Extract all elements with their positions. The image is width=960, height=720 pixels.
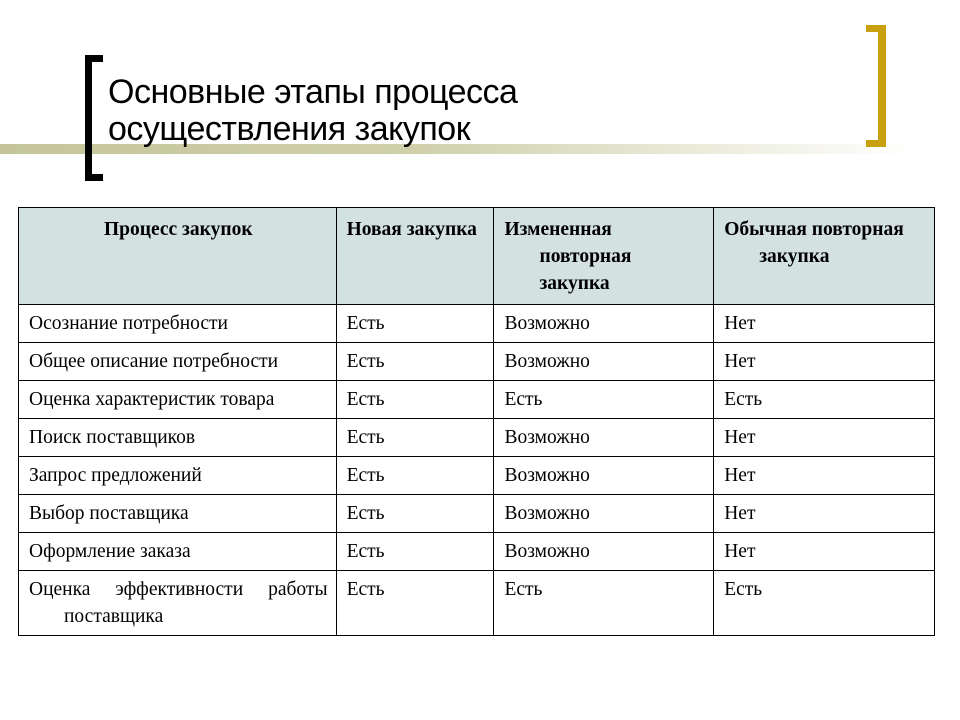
- cell-modified-rebuy: Возможно: [494, 305, 714, 343]
- cell-straight-rebuy: Есть: [714, 571, 935, 636]
- table-row: [19, 533, 935, 571]
- title-line-2: осуществления закупок: [108, 110, 471, 148]
- cell-stage: Оформление заказа: [19, 533, 337, 571]
- table-row: [19, 495, 935, 533]
- cell-stage: Общее описание потребности: [19, 343, 337, 381]
- header-new-purchase: Новая закупка: [336, 208, 494, 305]
- cell-straight-rebuy: Есть: [714, 381, 935, 419]
- cell-new-purchase: Есть: [336, 381, 494, 419]
- cell-modified-rebuy: Есть: [494, 571, 714, 636]
- cell-straight-rebuy: Нет: [714, 533, 935, 571]
- procurement-stages-table: [18, 207, 935, 636]
- cell-new-purchase: Есть: [336, 533, 494, 571]
- cell-new-purchase: Есть: [336, 343, 494, 381]
- cell-stage: Осознание потребности: [19, 305, 337, 343]
- cell-new-purchase: Есть: [336, 457, 494, 495]
- table-row: [19, 381, 935, 419]
- cell-straight-rebuy: Нет: [714, 457, 935, 495]
- header-process: Процесс закупок: [19, 208, 337, 305]
- table-row: [19, 457, 935, 495]
- right-bracket-decoration: [866, 25, 886, 147]
- table-row: [19, 343, 935, 381]
- cell-modified-rebuy: Есть: [494, 381, 714, 419]
- slide-title: [108, 74, 517, 148]
- table-header-row: [19, 208, 935, 305]
- table-row: [19, 419, 935, 457]
- cell-stage: Поиск поставщиков: [19, 419, 337, 457]
- cell-stage: Запрос предложений: [19, 457, 337, 495]
- cell-stage: Оценка характеристик товара: [19, 381, 337, 419]
- header-modified-rebuy: Измененная повторная закупка: [494, 208, 714, 305]
- cell-modified-rebuy: Возможно: [494, 457, 714, 495]
- cell-new-purchase: Есть: [336, 419, 494, 457]
- table-row: [19, 305, 935, 343]
- cell-straight-rebuy: Нет: [714, 419, 935, 457]
- title-line-1: Основные этапы процесса: [108, 73, 518, 111]
- cell-modified-rebuy: Возможно: [494, 533, 714, 571]
- cell-straight-rebuy: Нет: [714, 495, 935, 533]
- cell-stage: Выбор поставщика: [19, 495, 337, 533]
- cell-straight-rebuy: Нет: [714, 343, 935, 381]
- cell-modified-rebuy: Возможно: [494, 419, 714, 457]
- cell-new-purchase: Есть: [336, 495, 494, 533]
- table-row: [19, 571, 935, 636]
- cell-stage: Оценка эффективности работы поставщика: [19, 571, 337, 636]
- cell-straight-rebuy: Нет: [714, 305, 935, 343]
- left-bracket-decoration: [85, 55, 103, 181]
- cell-new-purchase: Есть: [336, 305, 494, 343]
- cell-modified-rebuy: Возможно: [494, 495, 714, 533]
- header-straight-rebuy: Обычная повторная закупка: [714, 208, 935, 305]
- cell-modified-rebuy: Возможно: [494, 343, 714, 381]
- cell-new-purchase: Есть: [336, 571, 494, 636]
